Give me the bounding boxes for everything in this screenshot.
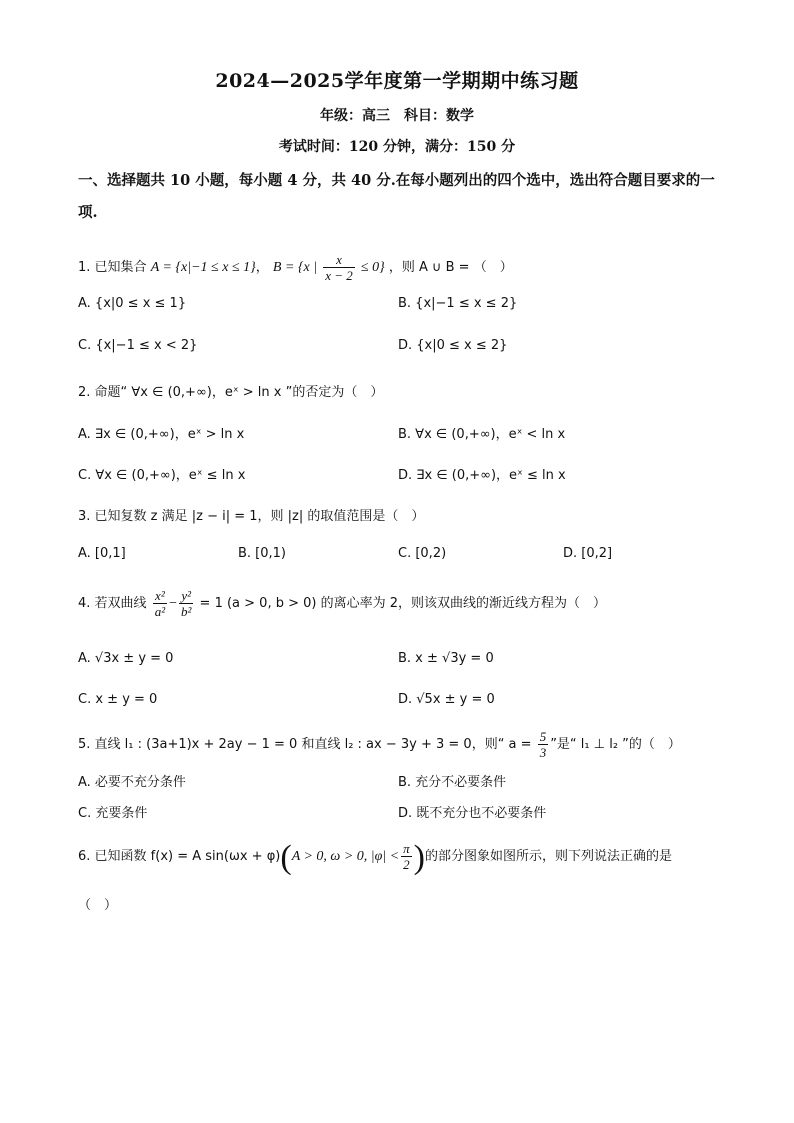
q2-option-a[interactable]: A. ∃x ∈ (0,+∞)，eˣ > ln x (78, 427, 245, 442)
q1-option-c[interactable]: C. {x|−1 ≤ x < 2} (78, 338, 198, 353)
time-score: 考试时间：120 分钟，满分：150 分 (278, 139, 516, 155)
page-title: 2024—2025学年度第一学期期中练习题 (215, 70, 579, 92)
q1-frac-den: x − 2 (325, 268, 353, 283)
q1-set-a: A = {x|−1 ≤ x ≤ 1} (150, 260, 256, 275)
q4-rest: = 1 (a > 0, b > 0) 的离心率为 2，则该双曲线的渐近线方程为（ ） (199, 596, 606, 611)
q3-option-d[interactable]: D. [0,2] (563, 546, 613, 561)
q1-option-b[interactable]: B. {x|−1 ≤ x ≤ 2} (398, 296, 518, 311)
question-3-stem: 3. 已知复数 z 满足 |z − i| = 1，则 |z| 的取值范围是（ ） (78, 509, 425, 524)
q4-option-c[interactable]: C. x ± y = 0 (78, 692, 158, 707)
q2-option-c[interactable]: C. ∀x ∈ (0,+∞)，eˣ ≤ ln x (78, 468, 246, 483)
q5-option-a[interactable]: A. 必要不充分条件 (78, 775, 186, 790)
q6-frac-den: 2 (403, 857, 410, 872)
question-5-stem (78, 729, 681, 760)
question-2-stem: 2. 命题“ ∀x ∈ (0,+∞)，eˣ > ln x ”的否定为（ ） (78, 385, 384, 400)
q5-suffix: ”是“ l₁ ⊥ l₂ ”的（ ） (550, 737, 681, 752)
q3-option-a[interactable]: A. [0,1] (78, 546, 126, 561)
q1-option-d[interactable]: D. {x|0 ≤ x ≤ 2} (398, 338, 508, 353)
question-6-stem (78, 839, 672, 877)
q3-option-b[interactable]: B. [0,1) (238, 546, 287, 561)
q6-condition: A > 0, ω > 0, |φ| < (291, 849, 400, 864)
q2-option-d[interactable]: D. ∃x ∈ (0,+∞)，eˣ ≤ ln x (398, 468, 566, 483)
q4-option-b[interactable]: B. x ± √3y = 0 (398, 651, 494, 666)
q4-frac1-num: x² (153, 588, 167, 604)
q4-option-a[interactable]: A. √3x ± y = 0 (78, 651, 174, 666)
q4-fraction-y (179, 588, 193, 619)
q5-fraction (538, 729, 549, 760)
q6-left-paren: ( (280, 839, 292, 876)
q1-set-b-rhs: ≤ 0} (360, 260, 385, 275)
q5-prefix: 5. 直线 l₁ : (3a+1)x + 2ay − 1 = 0 和直线 l₂ : ax − 3y + 3 = 0，则“ a = (78, 737, 532, 752)
q5-frac-num: 5 (539, 729, 547, 744)
q3-option-c[interactable]: C. [0,2) (398, 546, 447, 561)
q4-option-d[interactable]: D. √5x ± y = 0 (398, 692, 495, 707)
q4-prefix: 4. 若双曲线 (78, 596, 147, 611)
question-1-stem (78, 252, 513, 283)
q4-frac1-den: a² (154, 604, 166, 619)
q6-prefix: 6. 已知函数 f(x) = A sin(ωx + φ) (78, 849, 281, 864)
q2-option-b[interactable]: B. ∀x ∈ (0,+∞)，eˣ < ln x (398, 427, 566, 442)
q6-frac-num: π (403, 841, 410, 856)
section-heading: 一、选择题共 10 小题，每小题 4 分，共 40 分.在每小题列出的四个选中，选出符合题目要求的一项. (78, 172, 715, 221)
q1-option-a[interactable]: A. {x|0 ≤ x ≤ 1} (78, 296, 187, 311)
q5-frac-den: 3 (539, 745, 547, 760)
q6-answer-paren: （ ） (78, 898, 118, 913)
q5-option-b[interactable]: B. 充分不必要条件 (398, 775, 507, 790)
q4-minus: − (169, 596, 177, 611)
q6-fraction (401, 841, 412, 872)
q4-frac2-den: b² (181, 604, 192, 619)
q1-fraction (323, 252, 355, 283)
q4-frac2-num: y² (179, 588, 193, 604)
q6-suffix: 的部分图象如图所示，则下列说法正确的是 (425, 849, 673, 864)
q5-option-c[interactable]: C. 充要条件 (78, 806, 148, 821)
q5-option-d[interactable]: D. 既不充分也不必要条件 (398, 806, 547, 821)
q1-suffix: ，则 A ∪ B = （ ） (388, 260, 513, 275)
q1-frac-num: x (323, 252, 355, 268)
q1-set-b-lhs: B = {x | (272, 260, 318, 275)
q1-prefix: 1. 已知集合 (78, 260, 147, 275)
q6-right-paren: ) (413, 839, 425, 876)
q4-fraction-x (153, 588, 167, 619)
q1-sep: ， (255, 260, 269, 275)
grade-subject: 年级：高三 科目：数学 (320, 108, 474, 124)
question-4-stem (78, 588, 606, 619)
